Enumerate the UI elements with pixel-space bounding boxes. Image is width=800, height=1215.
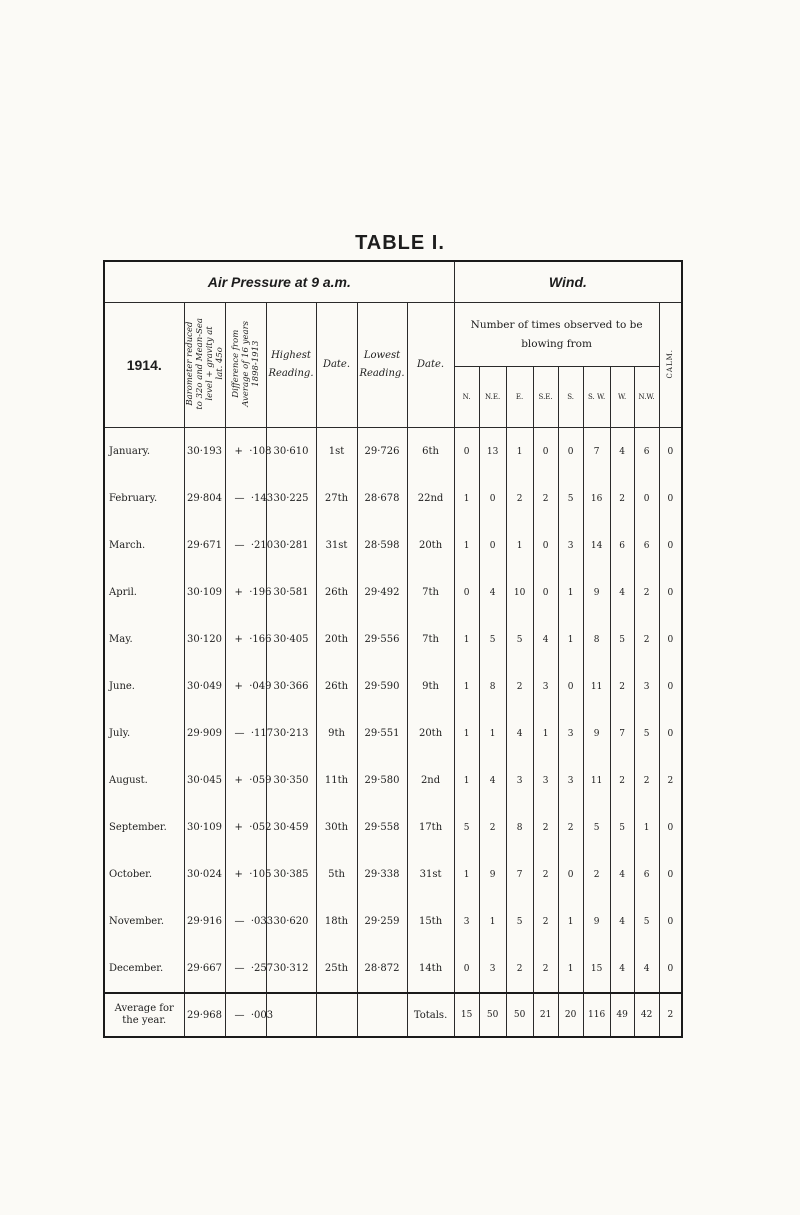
month-cell: January.	[104, 428, 184, 476]
lowest-reading-cell: 29·590	[357, 663, 407, 710]
difference-cell: + ·196	[225, 569, 266, 616]
wind-e-cell: 5	[506, 898, 533, 945]
average-row	[104, 993, 682, 1037]
highest-reading-cell: 30·459	[266, 804, 316, 851]
difference-cell: + ·166	[225, 616, 266, 663]
wind-sw-cell: 16	[583, 475, 610, 522]
wind-se-cell: 2	[533, 804, 558, 851]
wind-se-cell: 4	[533, 616, 558, 663]
wind-w-cell: 4	[610, 945, 634, 993]
calm-cell: 0	[659, 851, 682, 898]
average-barometer: 29·968	[184, 993, 225, 1037]
wind-sw-cell: 11	[583, 663, 610, 710]
table-row	[104, 757, 682, 804]
wind-sw-cell: 9	[583, 569, 610, 616]
calm-cell: 0	[659, 428, 682, 476]
month-cell: August.	[104, 757, 184, 804]
wind-nw-cell: 6	[634, 851, 659, 898]
dir-nw-header: N.W.	[634, 367, 659, 428]
dir-se-header: S.E.	[533, 367, 558, 428]
wind-e-cell: 2	[506, 945, 533, 993]
wind-w-cell: 4	[610, 898, 634, 945]
average-label: Average for the year.	[104, 993, 184, 1037]
dir-ne-header: N.E.	[479, 367, 506, 428]
wind-n-cell: 5	[454, 804, 479, 851]
wind-s-cell: 1	[558, 945, 583, 993]
difference-cell: + ·049	[225, 663, 266, 710]
totals-label: Totals.	[407, 993, 454, 1037]
difference-cell: — ·033	[225, 898, 266, 945]
wind-w-cell: 6	[610, 522, 634, 569]
wind-nw-cell: 5	[634, 710, 659, 757]
month-cell: November.	[104, 898, 184, 945]
difference-cell: + ·108	[225, 428, 266, 476]
difference-cell: + ·105	[225, 851, 266, 898]
wind-nw-cell: 1	[634, 804, 659, 851]
wind-e-cell: 4	[506, 710, 533, 757]
dir-e-header: E.	[506, 367, 533, 428]
highest-date-cell: 30th	[316, 804, 357, 851]
dir-sw-header: S. W.	[583, 367, 610, 428]
barometer-cell: 30·024	[184, 851, 225, 898]
wind-s-cell: 1	[558, 898, 583, 945]
wind-se-cell: 0	[533, 569, 558, 616]
wind-s-cell: 0	[558, 663, 583, 710]
wind-sw-cell: 2	[583, 851, 610, 898]
lowest-reading-header: Lowest Reading.	[357, 303, 407, 428]
wind-e-cell: 2	[506, 475, 533, 522]
wind-se-cell: 2	[533, 898, 558, 945]
wind-s-cell: 3	[558, 757, 583, 804]
wind-nw-cell: 6	[634, 428, 659, 476]
total-ne: 50	[479, 993, 506, 1037]
wind-n-cell: 1	[454, 757, 479, 804]
wind-se-cell: 2	[533, 945, 558, 993]
highest-date-cell: 18th	[316, 898, 357, 945]
dir-s-header: S.	[558, 367, 583, 428]
barometer-cell: 29·804	[184, 475, 225, 522]
highest-date-cell: 26th	[316, 569, 357, 616]
highest-reading-cell: 30·350	[266, 757, 316, 804]
table-row	[104, 945, 682, 993]
calm-cell: 0	[659, 475, 682, 522]
lowest-reading-cell: 29·492	[357, 569, 407, 616]
lowest-reading-cell: 28·872	[357, 945, 407, 993]
highest-reading-cell: 30·581	[266, 569, 316, 616]
barometer-cell: 30·193	[184, 428, 225, 476]
highest-date-cell: 1st	[316, 428, 357, 476]
total-n: 15	[454, 993, 479, 1037]
barometer-cell: 29·671	[184, 522, 225, 569]
wind-e-cell: 7	[506, 851, 533, 898]
calm-cell: 0	[659, 898, 682, 945]
wind-w-cell: 2	[610, 475, 634, 522]
lowest-date-cell: 14th	[407, 945, 454, 993]
lowest-date-cell: 15th	[407, 898, 454, 945]
wind-nw-cell: 2	[634, 616, 659, 663]
barometer-cell: 30·045	[184, 757, 225, 804]
calm-cell: 0	[659, 710, 682, 757]
calm-cell: 0	[659, 945, 682, 993]
calm-cell: 0	[659, 569, 682, 616]
month-cell: June.	[104, 663, 184, 710]
table-row	[104, 428, 682, 476]
total-nw: 42	[634, 993, 659, 1037]
lowest-reading-cell: 29·558	[357, 804, 407, 851]
wind-sw-cell: 7	[583, 428, 610, 476]
lowest-reading-cell: 29·556	[357, 616, 407, 663]
difference-cell: — ·143	[225, 475, 266, 522]
wind-ne-cell: 8	[479, 663, 506, 710]
wind-w-cell: 7	[610, 710, 634, 757]
wind-nw-cell: 6	[634, 522, 659, 569]
calm-cell: 2	[659, 757, 682, 804]
wind-w-cell: 4	[610, 851, 634, 898]
wind-sw-cell: 8	[583, 616, 610, 663]
wind-ne-cell: 5	[479, 616, 506, 663]
lowest-reading-cell: 29·259	[357, 898, 407, 945]
barometer-cell: 29·909	[184, 710, 225, 757]
total-s: 20	[558, 993, 583, 1037]
wind-s-cell: 0	[558, 851, 583, 898]
difference-cell: — ·257	[225, 945, 266, 993]
wind-ne-cell: 13	[479, 428, 506, 476]
barometer-cell: 30·049	[184, 663, 225, 710]
table-row	[104, 851, 682, 898]
wind-w-cell: 4	[610, 569, 634, 616]
wind-w-cell: 2	[610, 757, 634, 804]
dir-n-header: N.	[454, 367, 479, 428]
calm-cell: 0	[659, 522, 682, 569]
wind-nw-cell: 2	[634, 757, 659, 804]
highest-reading-cell: 30·225	[266, 475, 316, 522]
lowest-reading-cell: 29·580	[357, 757, 407, 804]
wind-se-cell: 0	[533, 522, 558, 569]
total-e: 50	[506, 993, 533, 1037]
wind-n-cell: 0	[454, 945, 479, 993]
difference-header: Difference from Average of 16 years 1898-1913	[225, 303, 266, 428]
highest-date-cell: 26th	[316, 663, 357, 710]
table-row	[104, 522, 682, 569]
lowest-reading-cell: 28·678	[357, 475, 407, 522]
wind-ne-cell: 2	[479, 804, 506, 851]
difference-cell: — ·117	[225, 710, 266, 757]
wind-nw-cell: 5	[634, 898, 659, 945]
pressure-section-header: Air Pressure at 9 a.m.	[104, 261, 454, 303]
month-cell: May.	[104, 616, 184, 663]
lowest-date-cell: 6th	[407, 428, 454, 476]
lowest-date-cell: 20th	[407, 710, 454, 757]
wind-w-cell: 5	[610, 616, 634, 663]
lowest-date-cell: 20th	[407, 522, 454, 569]
month-cell: April.	[104, 569, 184, 616]
total-calm: 2	[659, 993, 682, 1037]
highest-reading-cell: 30·281	[266, 522, 316, 569]
month-cell: October.	[104, 851, 184, 898]
table-row	[104, 569, 682, 616]
lowest-reading-cell: 29·551	[357, 710, 407, 757]
table-row	[104, 663, 682, 710]
highest-date-cell: 25th	[316, 945, 357, 993]
calm-cell: 0	[659, 616, 682, 663]
total-w: 49	[610, 993, 634, 1037]
table-row	[104, 710, 682, 757]
wind-sw-cell: 15	[583, 945, 610, 993]
wind-se-cell: 2	[533, 475, 558, 522]
highest-reading-cell: 30·610	[266, 428, 316, 476]
wind-se-cell: 1	[533, 710, 558, 757]
wind-e-cell: 10	[506, 569, 533, 616]
barometer-cell: 30·120	[184, 616, 225, 663]
lowest-date-cell: 17th	[407, 804, 454, 851]
lowest-reading-cell: 29·726	[357, 428, 407, 476]
highest-date-cell: 20th	[316, 616, 357, 663]
barometer-cell: 30·109	[184, 569, 225, 616]
average-difference: — ·003	[225, 993, 266, 1037]
highest-date-header: Date.	[316, 303, 357, 428]
empty-cell	[266, 993, 316, 1037]
wind-ne-cell: 1	[479, 898, 506, 945]
year-header: 1914.	[104, 303, 184, 428]
wind-se-cell: 3	[533, 663, 558, 710]
highest-reading-cell: 30·213	[266, 710, 316, 757]
wind-s-cell: 3	[558, 710, 583, 757]
highest-date-cell: 31st	[316, 522, 357, 569]
wind-n-cell: 1	[454, 475, 479, 522]
total-se: 21	[533, 993, 558, 1037]
difference-cell: + ·059	[225, 757, 266, 804]
wind-sw-cell: 5	[583, 804, 610, 851]
wind-s-cell: 5	[558, 475, 583, 522]
lowest-date-cell: 2nd	[407, 757, 454, 804]
lowest-reading-cell: 28·598	[357, 522, 407, 569]
month-cell: February.	[104, 475, 184, 522]
wind-ne-cell: 3	[479, 945, 506, 993]
highest-reading-cell: 30·620	[266, 898, 316, 945]
wind-e-cell: 1	[506, 522, 533, 569]
wind-sw-cell: 9	[583, 898, 610, 945]
highest-reading-cell: 30·366	[266, 663, 316, 710]
difference-cell: — ·210	[225, 522, 266, 569]
wind-n-cell: 0	[454, 569, 479, 616]
dir-w-header: W.	[610, 367, 634, 428]
wind-s-cell: 1	[558, 616, 583, 663]
lowest-date-cell: 9th	[407, 663, 454, 710]
wind-n-cell: 3	[454, 898, 479, 945]
wind-ne-cell: 0	[479, 475, 506, 522]
wind-e-cell: 1	[506, 428, 533, 476]
wind-count-header: Number of times observed to be blowing from	[454, 303, 659, 367]
wind-n-cell: 1	[454, 616, 479, 663]
empty-cell	[357, 993, 407, 1037]
wind-ne-cell: 1	[479, 710, 506, 757]
wind-se-cell: 3	[533, 757, 558, 804]
wind-e-cell: 8	[506, 804, 533, 851]
calm-cell: 0	[659, 663, 682, 710]
lowest-reading-cell: 29·338	[357, 851, 407, 898]
barometer-cell: 29·916	[184, 898, 225, 945]
wind-s-cell: 3	[558, 522, 583, 569]
wind-w-cell: 4	[610, 428, 634, 476]
highest-date-cell: 5th	[316, 851, 357, 898]
barometer-cell: 29·667	[184, 945, 225, 993]
wind-n-cell: 1	[454, 522, 479, 569]
wind-e-cell: 2	[506, 663, 533, 710]
wind-s-cell: 0	[558, 428, 583, 476]
calm-cell: 0	[659, 804, 682, 851]
month-cell: July.	[104, 710, 184, 757]
highest-date-cell: 9th	[316, 710, 357, 757]
wind-sw-cell: 11	[583, 757, 610, 804]
table-row	[104, 898, 682, 945]
highest-reading-cell: 30·405	[266, 616, 316, 663]
empty-cell	[316, 993, 357, 1037]
wind-nw-cell: 0	[634, 475, 659, 522]
lowest-date-cell: 7th	[407, 616, 454, 663]
table-title: TABLE I.	[355, 232, 445, 254]
wind-n-cell: 1	[454, 710, 479, 757]
wind-ne-cell: 4	[479, 569, 506, 616]
lowest-date-header: Date.	[407, 303, 454, 428]
month-cell: September.	[104, 804, 184, 851]
difference-cell: + ·052	[225, 804, 266, 851]
month-cell: March.	[104, 522, 184, 569]
wind-n-cell: 1	[454, 851, 479, 898]
monthly-rows	[104, 428, 682, 994]
wind-n-cell: 1	[454, 663, 479, 710]
wind-s-cell: 2	[558, 804, 583, 851]
weather-table	[103, 260, 683, 1038]
wind-nw-cell: 2	[634, 569, 659, 616]
wind-ne-cell: 4	[479, 757, 506, 804]
barometer-cell: 30·109	[184, 804, 225, 851]
wind-ne-cell: 0	[479, 522, 506, 569]
wind-e-cell: 5	[506, 616, 533, 663]
calm-header: CALM.	[659, 303, 682, 428]
barometer-header: Barometer reduced to 32o and Mean-Sea level + gravity at lat. 45o	[184, 303, 225, 428]
highest-reading-cell: 30·312	[266, 945, 316, 993]
lowest-date-cell: 31st	[407, 851, 454, 898]
lowest-date-cell: 22nd	[407, 475, 454, 522]
wind-s-cell: 1	[558, 569, 583, 616]
highest-date-cell: 27th	[316, 475, 357, 522]
lowest-date-cell: 7th	[407, 569, 454, 616]
highest-date-cell: 11th	[316, 757, 357, 804]
table-row	[104, 475, 682, 522]
wind-w-cell: 5	[610, 804, 634, 851]
wind-sw-cell: 14	[583, 522, 610, 569]
wind-ne-cell: 9	[479, 851, 506, 898]
wind-section-header: Wind.	[454, 261, 682, 303]
wind-nw-cell: 3	[634, 663, 659, 710]
wind-n-cell: 0	[454, 428, 479, 476]
wind-w-cell: 2	[610, 663, 634, 710]
wind-se-cell: 0	[533, 428, 558, 476]
total-sw: 116	[583, 993, 610, 1037]
wind-nw-cell: 4	[634, 945, 659, 993]
wind-sw-cell: 9	[583, 710, 610, 757]
wind-se-cell: 2	[533, 851, 558, 898]
highest-reading-header: Highest Reading.	[266, 303, 316, 428]
wind-e-cell: 3	[506, 757, 533, 804]
table-row	[104, 804, 682, 851]
table-row	[104, 616, 682, 663]
month-cell: December.	[104, 945, 184, 993]
highest-reading-cell: 30·385	[266, 851, 316, 898]
